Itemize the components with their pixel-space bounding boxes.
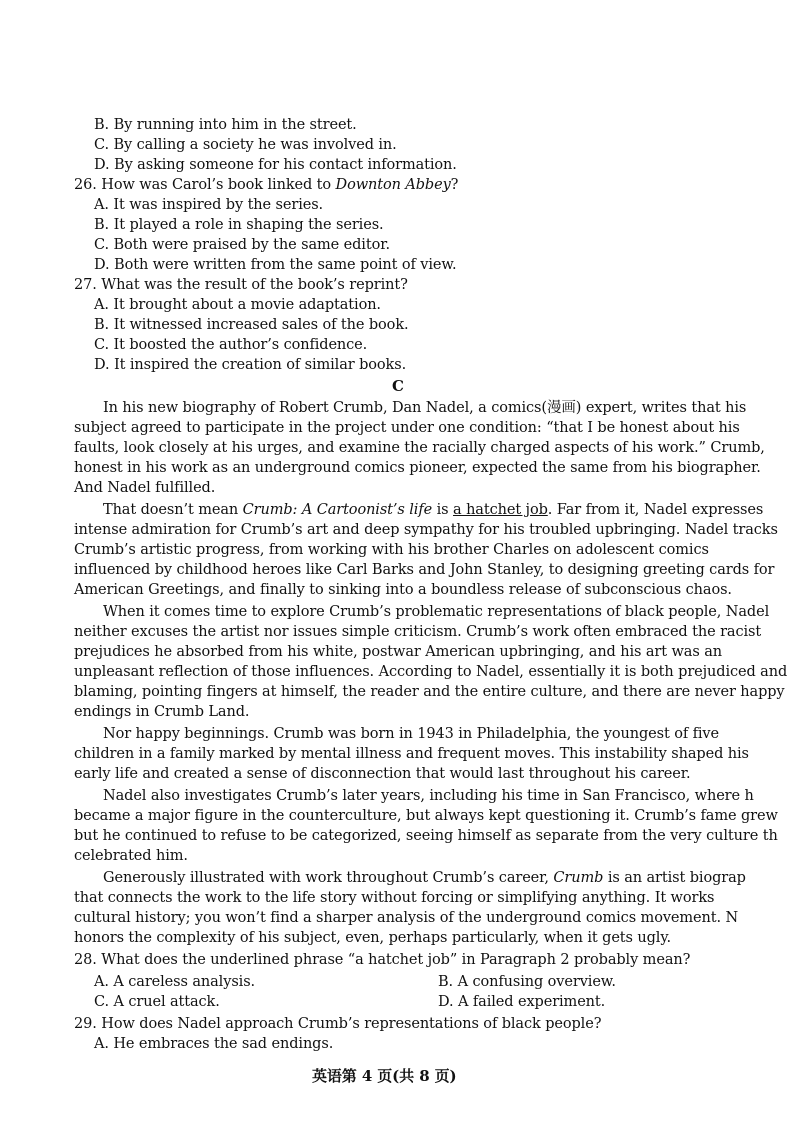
passage-line: endings in Crumb Land. — [74, 704, 250, 720]
passage-line: prejudices he absorbed from his white, postwar American upbringing, and his art was an — [74, 644, 722, 660]
passage-line: And Nadel fulfilled. — [74, 480, 216, 496]
q27-option-d: D. It inspired the creation of similar books. — [94, 357, 407, 373]
q28-option-b: B. A confusing overview. — [438, 974, 616, 990]
passage-line: subject agreed to participate in the project under one condition: “that I be honest about his — [74, 420, 740, 436]
q27-stem: 27. What was the result of the book’s reprint? — [74, 277, 408, 293]
section-heading: C — [392, 377, 404, 395]
passage-line: In his new biography of Robert Crumb, Dan Nadel, a comics(漫画) expert, writes that his — [103, 400, 747, 416]
underlined-phrase: a hatchet job — [453, 502, 548, 518]
passage-line: When it comes time to explore Crumb’s problematic representations of black people, Nadel — [103, 604, 770, 620]
q28-stem: 28. What does the underlined phrase “a hatchet job” in Paragraph 2 probably mean? — [74, 952, 691, 968]
q27-option-a: A. It brought about a movie adaptation. — [94, 297, 381, 313]
passage-line: That doesn’t mean Crumb: A Cartoonist’s life is a hatchet job. Far from it, Nadel expresses — [103, 502, 764, 518]
q26-option-a: A. It was inspired by the series. — [94, 197, 324, 213]
q28-option-c: C. A cruel attack. — [94, 994, 220, 1010]
passage-line: neither excuses the artist nor issues simple criticism. Crumb’s work often embraced the racist — [74, 624, 762, 640]
q26-stem: 26. How was Carol’s book linked to Downton Abbey? — [74, 177, 459, 193]
passage-line: but he continued to refuse to be categorized, seeing himself as separate from the very culture th — [74, 828, 778, 844]
q25-option-c: C. By calling a society he was involved in. — [94, 137, 397, 153]
q26-option-c: C. Both were praised by the same editor. — [94, 237, 390, 253]
passage-line: influenced by childhood heroes like Carl Barks and John Stanley, to designing greeting cards for — [74, 562, 775, 578]
q26-option-b: B. It played a role in shaping the series. — [94, 217, 384, 233]
passage-line: celebrated him. — [74, 848, 188, 864]
passage-line: American Greetings, and finally to sinking into a boundless release of subconscious chaos. — [74, 582, 732, 598]
passage-line: Generously illustrated with work throughout Crumb’s career, Crumb is an artist biograp — [103, 870, 746, 886]
passage-line: blaming, pointing fingers at himself, the reader and the entire culture, and there are never happy — [74, 684, 785, 700]
book-title: Crumb — [553, 870, 604, 886]
page-footer: 英语第 4 页(共 8 页) — [312, 1067, 457, 1085]
passage-line: cultural history; you won’t find a sharper analysis of the underground comics movement. N — [74, 910, 739, 926]
q25-option-b: B. By running into him in the street. — [94, 117, 357, 133]
passage-line: Nadel also investigates Crumb’s later years, including his time in San Francisco, where h — [103, 788, 754, 804]
q25-option-d: D. By asking someone for his contact information. — [94, 157, 457, 173]
q26-option-d: D. Both were written from the same point of view. — [94, 257, 457, 273]
passage-line: became a major figure in the counterculture, but always kept questioning it. Crumb’s fame grew — [74, 808, 778, 824]
q27-option-b: B. It witnessed increased sales of the book. — [94, 317, 409, 333]
q28-option-d: D. A failed experiment. — [438, 994, 606, 1010]
passage-line: Crumb’s artistic progress, from working with his brother Charles on adolescent comics — [74, 542, 709, 558]
passage-line: faults, look closely at his urges, and examine the racially charged aspects of his work.” Crumb, — [74, 440, 765, 456]
passage-line: Nor happy beginnings. Crumb was born in 1943 in Philadelphia, the youngest of five — [103, 726, 719, 742]
passage-line: that connects the work to the life story without forcing or simplifying anything. It works — [74, 890, 715, 906]
q29-option-a: A. He embraces the sad endings. — [94, 1036, 334, 1052]
book-title: Crumb: A Cartoonist’s life — [242, 502, 433, 518]
passage-line: honors the complexity of his subject, even, perhaps particularly, when it gets ugly. — [74, 930, 672, 946]
passage-line: early life and created a sense of disconnection that would last throughout his career. — [74, 766, 691, 782]
q27-option-c: C. It boosted the author’s confidence. — [94, 337, 368, 353]
q29-stem: 29. How does Nadel approach Crumb’s representations of black people? — [74, 1016, 602, 1032]
passage-line: intense admiration for Crumb’s art and deep sympathy for his troubled upbringing. Nadel tracks — [74, 522, 778, 538]
passage-line: honest in his work as an underground comics pioneer, expected the same from his biographer. — [74, 460, 761, 476]
passage-line: children in a family marked by mental illness and frequent moves. This instability shaped his — [74, 746, 749, 762]
passage-line: unpleasant reflection of those influences. According to Nadel, essentially it is both prejudiced and — [74, 664, 788, 680]
q28-option-a: A. A careless analysis. — [94, 974, 256, 990]
